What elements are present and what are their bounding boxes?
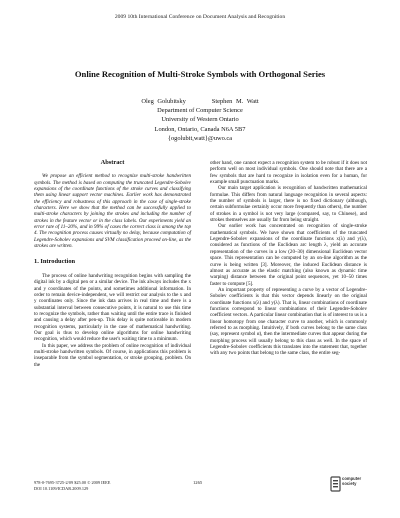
doi-line: DOI 10.1109/ICDAR.2009.129 [34, 485, 89, 491]
author-name: Stephen M. Watt [211, 98, 259, 105]
author-department: Department of Computer Science [157, 107, 243, 115]
body-paragraph: An important property of representing a curve by a vector of Legendre-Sobolev coefficients is that this vector depends linearly on the original coordinate functions x(λ) and y(λ). That is, linear combinations of coordinate functions correspond to linear combinations of their Legendre-Sobolev coefficient vectors. A particular linear combination that is of interest to us is a linear homotopy from one character curve to another, which is commonly referred to as morphing. Intuitively, if both curves belong to the same class (say, represent symbol α), then the intermediate curves that appear during the morphing process will usually belong to this class as well. In the space of Legendre-Sobolev coefficients this translates into the statement that, together with any two points that belong to the same class, the entire seg- [210, 286, 367, 357]
conference-header: 2009 10th International Conference on Document Analysis and Recognition [114, 14, 286, 20]
copyright-footer [34, 480, 110, 491]
author-location: London, Ontario, Canada N6A 5B7 [154, 125, 246, 133]
author-university: University of Western Ontario [161, 116, 239, 124]
left-column [34, 160, 191, 368]
paper-title: Online Recognition of Multi-Stroke Symbols with Orthogonal Series [74, 69, 326, 79]
logo-mark-icon [330, 475, 342, 493]
body-paragraph: The process of online handwriting recognition begins with sampling the digital ink by a digital pen or a similar device. The ink always includes the x and y coordinates of the points, and sometimes additional information. In order to remain device-independent, we will restrict our analysis to the x and y coordinates only. Since the ink data arrives in real time and there is a substantial interval between consecutive points, it is natural to use this time to recognize the symbols, rather than waiting until the entire trace is finished and causing a delay after pen-up. This delay is quite noticeable in modern recognition systems, particularly in the case of mathematical handwriting. Our goal is thus to develop online algorithms for online handwriting recognition, which would reduce the user's waiting time to a minimum. [34, 272, 191, 343]
introduction-heading: 1. Introduction [34, 258, 76, 266]
right-column [210, 160, 367, 357]
page-number: 1265 [193, 480, 203, 485]
abstract-text: We propose an efficient method to recognize multi-stroke handwritten symbols. The method is based on computing the truncated Legendre-Sobolev expansions of the coordinate functions of the stroke curves and classifying them using linear support vector machines. Earlier work has demonstrated the efficiency and robustness of this approach in the case of single-stroke characters. Here we show that the method can be successfully applied to multi-stroke characters by joining the strokes and including the number of strokes in the feature vector or in the class labels. Our experiments yield an error rate of 11–20%, and in 99% of cases the correct class is among the top 4. The recognition process causes virtually no delay, because computation of Legendre-Sobolev expansions and SVM classification proceed on-line, as the strokes are written. [34, 173, 191, 250]
body-paragraph: other hand, one cannot expect a recognition system to be robust if it does not perform well on most individual symbols. One should note that there are a few symbols that are hard to recognize in isolation even for a human, for example small punctuation marks. [210, 160, 367, 186]
author-name: Oleg Golubitsky [141, 98, 186, 105]
body-paragraph: Our earlier work has concentrated on recognition of single-stroke mathematical symbols. We have shown that coefficients of the truncated Legendre-Sobolev expansions of the coordinate functions x(λ) and y(λ), considered as functions of the Euclidean arc length λ, yield an accurate representation of the curves in a low (20–30) dimensional Euclidean vector space. This representation can be computed by an on-line algorithm as the curve is being written [3]. Moreover, the induced Euclidean distance is almost as accurate as the elastic matching (also known as dynamic time warping) distance between the original point sequences, yet 10–50 times faster to compute [5]. [210, 223, 367, 287]
body-paragraph: Our main target application is recognition of handwritten mathematical formulae. This differs from natural language recognition in several aspects: the number of symbols is larger, there is no fixed dictionary (although, certain subformulae certainly occur more frequently than others), the number of strokes in a symbol is not very large (compared, say, to Chinese), and strokes themselves are usually far from being straight. [210, 185, 367, 224]
author-email: {ogolubit,watt}@uwo.ca [167, 134, 233, 142]
author-names [0, 97, 400, 106]
abstract-heading: Abstract [100, 159, 125, 166]
ieee-computer-society-logo [330, 475, 370, 495]
author-block [0, 97, 400, 143]
body-paragraph: In this paper, we address the problem of online recognition of individual multi-stroke handwritten symbols. Of course, in applications this problem is inseparable from the symbol segmentation, or stroke grouping, problem. On the [34, 342, 191, 368]
logo-text: computer society [342, 476, 362, 486]
copyright-line: 978-0-7695-3725-2/09 $25.00 © 2009 IEEE [34, 480, 111, 485]
